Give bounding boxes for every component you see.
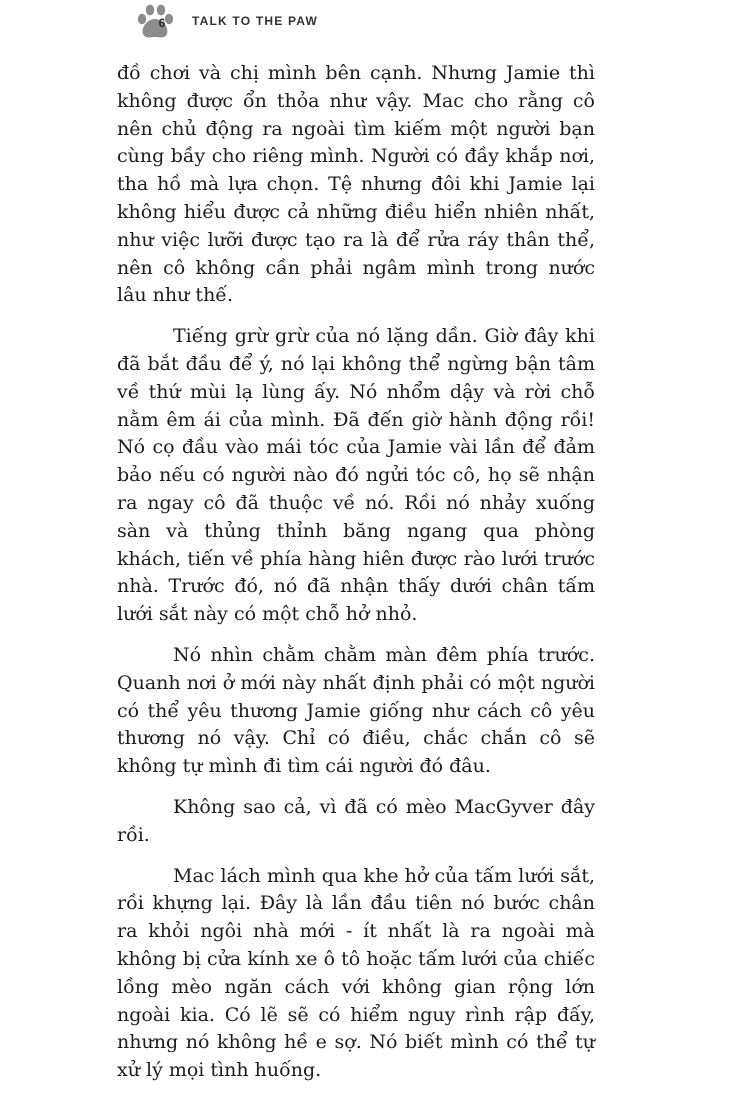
page-body-text — [117, 60, 595, 1098]
page-header — [128, 0, 628, 44]
paragraph-3: Nó nhìn chằm chằm màn đêm phía trước. Quanh nơi ở mới này nhất định phải có một người có thể yêu thương Jamie giống như cách cô yêu thương nó vậy. Chỉ có điều, chắc chắn cô sẽ không tự mình đi tìm cái người đó đâu. — [117, 643, 595, 778]
page-number: 6 — [158, 16, 166, 30]
paragraph-4: Không sao cả, vì đã có mèo MacGyver đây rồi. — [117, 795, 595, 846]
paragraph-2: Tiếng grừ grừ của nó lặng dần. Giờ đây khi đã bắt đầu để ý, nó lại không thể ngừng bận tâm về thứ mùi lạ lùng ấy. Nó nhổm dậy và rời chỗ nằm êm ái của mình. Đã đến giờ hành động rồi! Nó cọ đầu vào mái tóc của Jamie vài lần để đảm bảo nếu có người nào đó ngửi tóc cô, họ sẽ nhận ra ngay cô đã thuộc về nó. Rồi nó nhảy xuống sàn và thủng thỉnh băng ngang qua phòng khách, tiến về phía hàng hiên được rào lưới trước nhà. Trước đó, nó đã nhận thấy dưới chân tấm lưới sắt này có một chỗ hở nhỏ. — [117, 325, 595, 626]
paragraph-5: Mac lách mình qua khe hở của tấm lưới sắt, rồi khựng lại. Đây là lần đầu tiên nó bước chân ra khỏi ngôi nhà mới - ít nhất là ra ngoài mà không bị cửa kính xe ô tô hoặc tấm lưới của chiếc lồng mèo ngăn cách với không gian rộng lớn ngoài kia. Có lẽ sẽ có hiểm nguy rình rập đấy, nhưng nó không hề e sợ. Nó biết mình có thể tự xử lý mọi tình huống. — [117, 864, 595, 1082]
paragraph-1: đồ chơi và chị mình bên cạnh. Nhưng Jamie thì không được ổn thỏa như vậy. Mac cho rằng cô nên chủ động ra ngoài tìm kiếm một người bạn cùng bầy cho riêng mình. Người có đầy khắp nơi, tha hồ mà lựa chọn. Tệ nhưng đôi khi Jamie lại không hiểu được cả những điều hiển nhiên nhất, như việc lưỡi được tạo ra là để rửa ráy thân thể, nên cô không cần phải ngâm mình trong nước lâu như thế. — [117, 62, 595, 307]
running-book-title: TALK TO THE PAW — [192, 14, 318, 28]
